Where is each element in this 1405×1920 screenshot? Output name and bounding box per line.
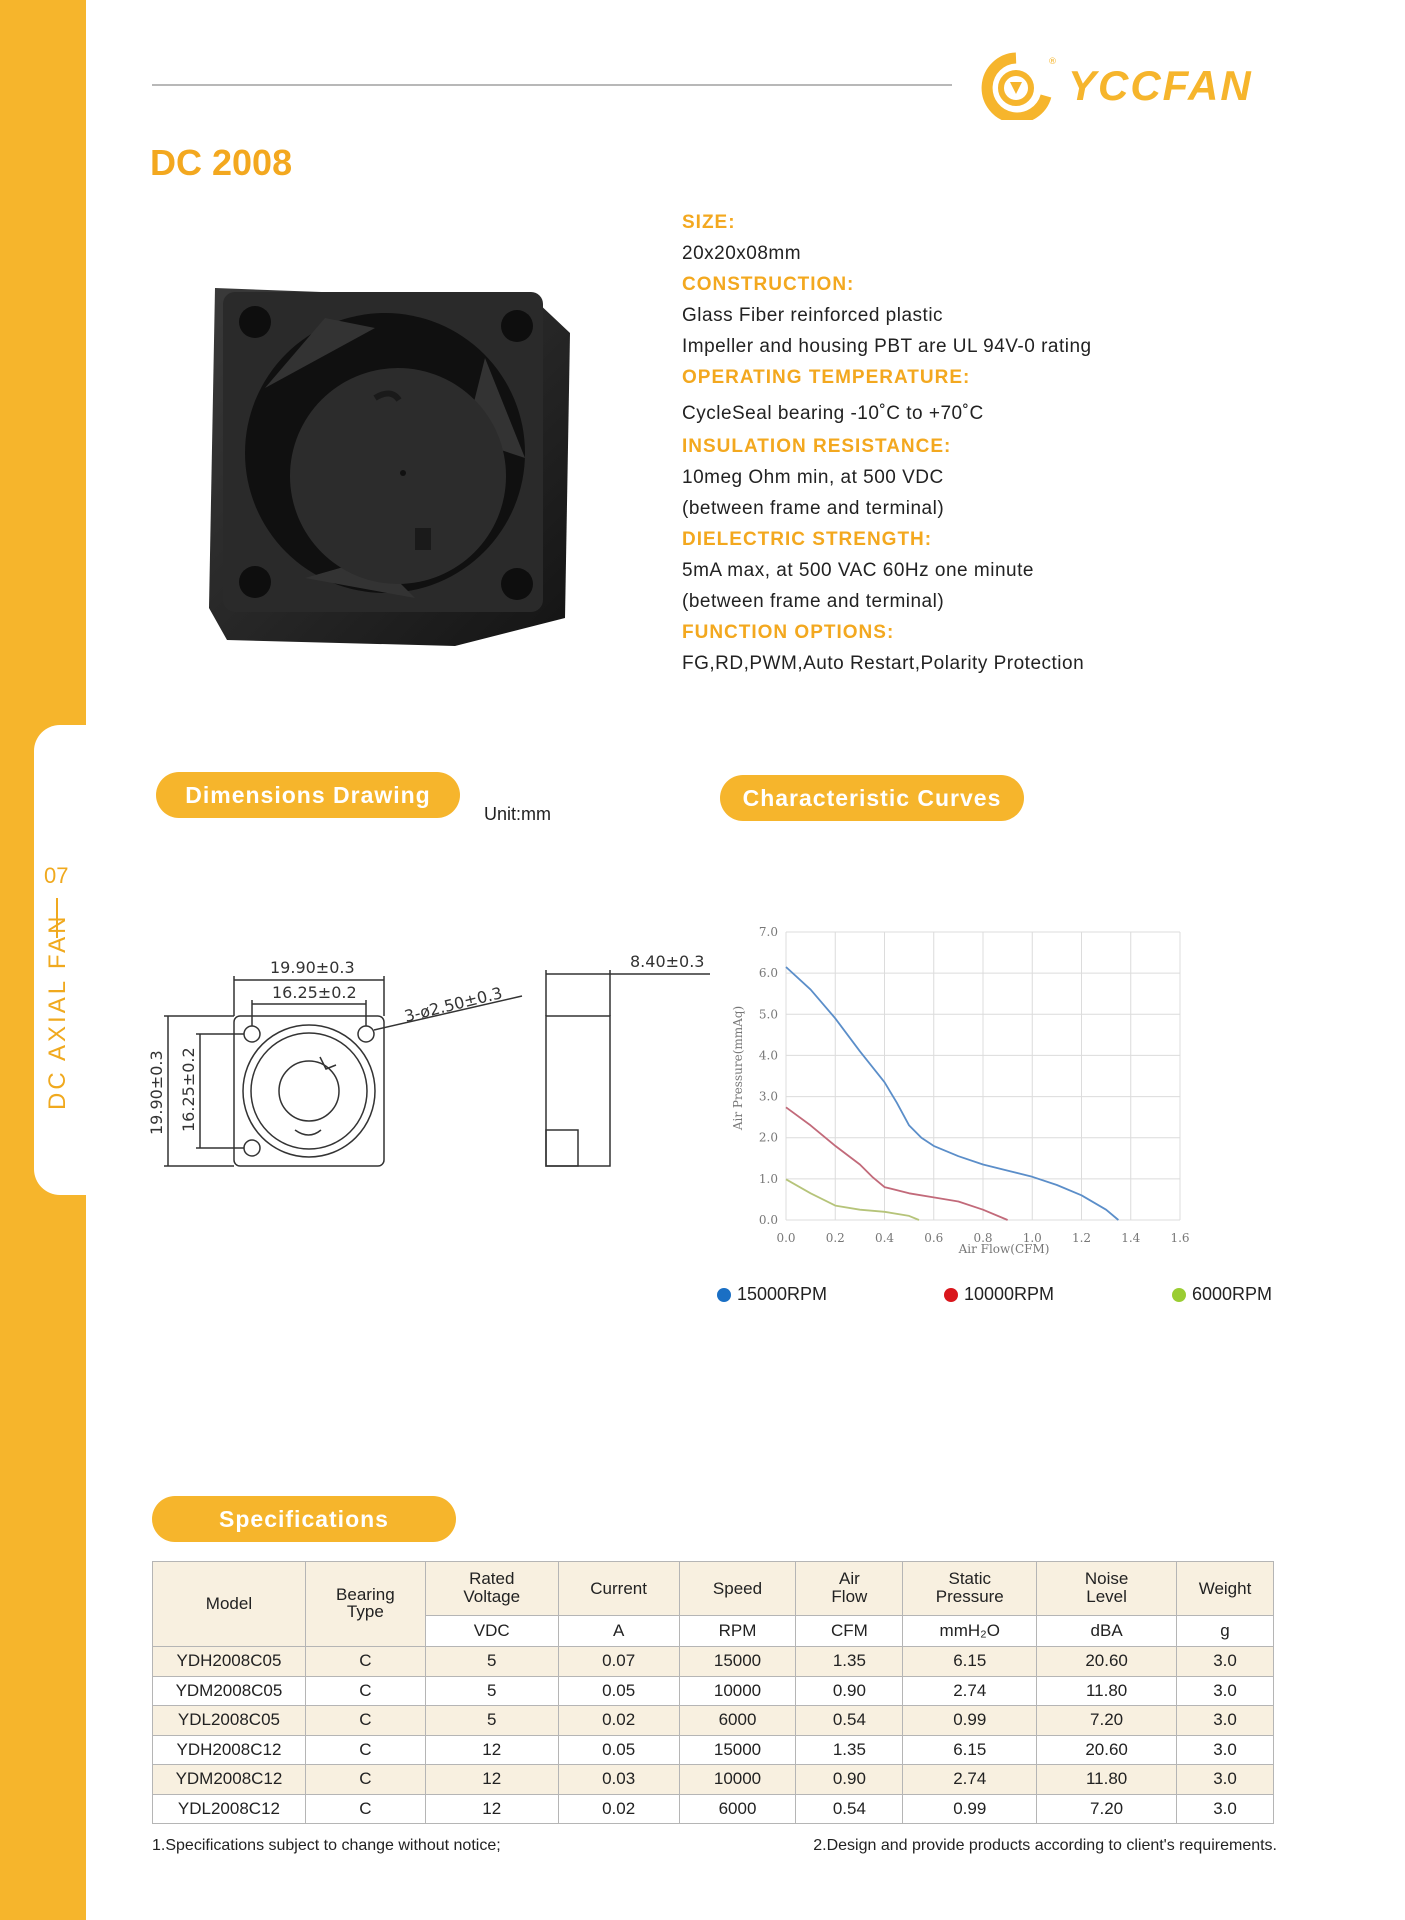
legend-label-15000rpm: 15000RPM xyxy=(737,1284,828,1304)
spec-heading-dielectric: DIELECTRIC STRENGTH: xyxy=(682,529,933,550)
spec-value-temperature: CycleSeal bearing -10˚C to +70˚C xyxy=(682,403,984,424)
series-line-10000rpm xyxy=(786,1107,1008,1220)
table-row xyxy=(153,1676,1274,1706)
series-line-15000rpm xyxy=(786,967,1118,1220)
table-row xyxy=(153,1794,1274,1824)
table-cell: 6.15 xyxy=(903,1647,1037,1677)
table-cell: 0.05 xyxy=(558,1676,679,1706)
table-cell: 15000 xyxy=(679,1735,796,1765)
x-tick-label: 0.6 xyxy=(924,1231,944,1245)
table-cell: 5 xyxy=(425,1706,558,1736)
unit-label: Unit:mm xyxy=(484,804,551,824)
table-cell: 15000 xyxy=(679,1647,796,1677)
table-cell: 0.99 xyxy=(903,1706,1037,1736)
header-noise-level: Noise Level xyxy=(1037,1562,1177,1616)
table-cell: C xyxy=(305,1676,425,1706)
legend-dot-15000rpm xyxy=(717,1288,731,1302)
y-tick-label: 3.0 xyxy=(758,1089,778,1104)
table-cell: C xyxy=(305,1735,425,1765)
y-tick-label: 6.0 xyxy=(758,966,778,981)
unit-speed: RPM xyxy=(679,1616,796,1647)
spec-value-insulation-1: 10meg Ohm min, at 500 VDC xyxy=(682,467,944,488)
table-cell: 3.0 xyxy=(1177,1794,1274,1824)
table-cell: 11.80 xyxy=(1037,1676,1177,1706)
table-cell: 2.74 xyxy=(903,1676,1037,1706)
series-line-6000rpm xyxy=(786,1179,919,1220)
x-tick-label: 1.4 xyxy=(1121,1231,1141,1245)
characteristic-curves-heading: Characteristic Curves xyxy=(720,775,1024,821)
unit-static-pressure: mmH₂O xyxy=(903,1616,1037,1647)
brand-name: YCCFAN xyxy=(1068,62,1253,109)
table-cell: 2.74 xyxy=(903,1765,1037,1795)
header-static-pressure: Static Pressure xyxy=(903,1562,1037,1616)
table-cell: 20.60 xyxy=(1037,1647,1177,1677)
table-cell: 0.90 xyxy=(796,1765,903,1795)
x-tick-label: 0.8 xyxy=(973,1231,993,1245)
spec-value-dielectric-1: 5mA max, at 500 VAC 60Hz one minute xyxy=(682,560,1034,581)
section-label: DC AXIAL FAN xyxy=(44,913,71,1110)
y-tick-label: 4.0 xyxy=(758,1048,778,1063)
dim-depth: 8.40±0.3 xyxy=(630,952,705,971)
table-cell: 11.80 xyxy=(1037,1765,1177,1795)
x-tick-label: 1.2 xyxy=(1071,1231,1092,1245)
table-row xyxy=(153,1647,1274,1677)
table-cell: 6000 xyxy=(679,1794,796,1824)
table-cell: 1.35 xyxy=(796,1647,903,1677)
header-air-flow: Air Flow xyxy=(796,1562,903,1616)
y-axis-ticks xyxy=(759,925,778,1227)
table-cell: C xyxy=(305,1794,425,1824)
table-cell: 6000 xyxy=(679,1706,796,1736)
y-tick-label: 0.0 xyxy=(758,1213,778,1227)
y-tick-label: 1.0 xyxy=(758,1171,778,1186)
table-cell: 12 xyxy=(425,1765,558,1795)
spec-value-construction-2: Impeller and housing PBT are UL 94V-0 rating xyxy=(682,336,1092,357)
table-cell: 20.60 xyxy=(1037,1735,1177,1765)
x-tick-label: 0.2 xyxy=(825,1231,845,1245)
table-cell: 6.15 xyxy=(903,1735,1037,1765)
table-cell: C xyxy=(305,1706,425,1736)
table-cell: 0.99 xyxy=(903,1794,1037,1824)
spec-value-functions: FG,RD,PWM,Auto Restart,Polarity Protection xyxy=(682,653,1085,674)
unit-current: A xyxy=(558,1616,679,1647)
page-title: DC 2008 xyxy=(150,142,293,183)
table-row xyxy=(153,1765,1274,1795)
dim-height-inner: 16.25±0.2 xyxy=(179,1047,198,1132)
table-cell: YDL2008C05 xyxy=(153,1706,306,1736)
table-cell: 3.0 xyxy=(1177,1676,1274,1706)
table-cell: 7.20 xyxy=(1037,1794,1177,1824)
legend-label-10000rpm: 10000RPM xyxy=(964,1284,1055,1304)
table-row xyxy=(153,1706,1274,1736)
unit-noise-level: dBA xyxy=(1037,1616,1177,1647)
table-cell: 5 xyxy=(425,1647,558,1677)
x-axis-label: Air Flow(CFM) xyxy=(958,1242,1050,1256)
y-tick-label: 7.0 xyxy=(758,925,778,939)
table-cell: 12 xyxy=(425,1794,558,1824)
spec-value-dielectric-2: (between frame and terminal) xyxy=(682,591,945,612)
legend-dot-10000rpm xyxy=(944,1288,958,1302)
specifications-table xyxy=(152,1561,1274,1824)
dim-width-outer: 19.90±0.3 xyxy=(270,958,355,977)
table-cell: YDM2008C05 xyxy=(153,1676,306,1706)
spec-heading-insulation: INSULATION RESISTANCE: xyxy=(682,436,952,457)
table-cell: YDH2008C05 xyxy=(153,1647,306,1677)
specifications-table-body xyxy=(153,1647,1274,1824)
spec-value-insulation-2: (between frame and terminal) xyxy=(682,498,945,519)
table-cell: YDM2008C12 xyxy=(153,1765,306,1795)
header-model: Model xyxy=(153,1562,306,1647)
brand-logo-icon xyxy=(974,52,1058,120)
unit-weight: g xyxy=(1177,1616,1274,1647)
legend-item-6000rpm xyxy=(1172,1284,1272,1305)
chart-series-lines xyxy=(786,967,1118,1220)
y-tick-label: 2.0 xyxy=(758,1130,778,1145)
header-speed: Speed xyxy=(679,1562,796,1616)
unit-voltage: VDC xyxy=(425,1616,558,1647)
y-axis-label: Air Pressure(mmAq) xyxy=(731,1005,745,1131)
legend-item-15000rpm xyxy=(717,1284,827,1305)
table-cell: 0.02 xyxy=(558,1706,679,1736)
table-cell: 0.90 xyxy=(796,1676,903,1706)
legend-item-10000rpm xyxy=(944,1284,1054,1305)
table-cell: 0.54 xyxy=(796,1794,903,1824)
dimensions-drawing-heading: Dimensions Drawing xyxy=(156,772,460,818)
chart-grid xyxy=(786,932,1180,1220)
table-row xyxy=(153,1735,1274,1765)
spec-heading-size: SIZE: xyxy=(682,212,736,233)
dim-width-inner: 16.25±0.2 xyxy=(272,983,357,1002)
table-cell: 3.0 xyxy=(1177,1647,1274,1677)
table-cell: YDL2008C12 xyxy=(153,1794,306,1824)
footnote-right: 2.Design and provide products according to client's requirements. xyxy=(813,1837,1277,1854)
page-number: 07 xyxy=(44,863,69,888)
legend-dot-6000rpm xyxy=(1172,1288,1186,1302)
unit-air-flow: CFM xyxy=(796,1616,903,1647)
table-cell: C xyxy=(305,1765,425,1795)
table-cell: 12 xyxy=(425,1735,558,1765)
table-cell: 3.0 xyxy=(1177,1706,1274,1736)
header-rule xyxy=(152,84,952,86)
characteristic-curves-chart xyxy=(720,916,1280,1266)
table-cell: 7.20 xyxy=(1037,1706,1177,1736)
spec-heading-construction: CONSTRUCTION: xyxy=(682,274,855,295)
table-cell: 0.54 xyxy=(796,1706,903,1736)
header-rated-voltage: Rated Voltage xyxy=(425,1562,558,1616)
x-tick-label: 1.6 xyxy=(1170,1231,1190,1245)
table-cell: 10000 xyxy=(679,1765,796,1795)
spec-value-construction-1: Glass Fiber reinforced plastic xyxy=(682,305,944,326)
table-cell: 3.0 xyxy=(1177,1765,1274,1795)
table-cell: 0.03 xyxy=(558,1765,679,1795)
fan-product-photo xyxy=(205,278,575,658)
table-cell: 3.0 xyxy=(1177,1735,1274,1765)
x-tick-label: 0.0 xyxy=(776,1231,796,1245)
x-tick-label: 1.0 xyxy=(1022,1231,1042,1245)
table-cell: 0.05 xyxy=(558,1735,679,1765)
dim-height-outer: 19.90±0.3 xyxy=(147,1050,166,1135)
table-cell: 5 xyxy=(425,1676,558,1706)
header-weight: Weight xyxy=(1177,1562,1274,1616)
table-cell: 10000 xyxy=(679,1676,796,1706)
table-cell: 0.02 xyxy=(558,1794,679,1824)
y-tick-label: 5.0 xyxy=(758,1007,778,1022)
table-cell: 1.35 xyxy=(796,1735,903,1765)
legend-label-6000rpm: 6000RPM xyxy=(1192,1284,1273,1304)
spec-heading-temperature: OPERATING TEMPERATURE: xyxy=(682,367,971,388)
specifications-heading: Specifications xyxy=(152,1496,456,1542)
dimensions-drawing xyxy=(140,930,740,1180)
table-cell: YDH2008C12 xyxy=(153,1735,306,1765)
header-bearing-type: Bearing Type xyxy=(305,1562,425,1647)
header-current: Current xyxy=(558,1562,679,1616)
dim-holes: 3-ø2.50±0.3 xyxy=(402,983,505,1026)
spec-value-size: 20x20x08mm xyxy=(682,243,802,264)
x-tick-label: 0.4 xyxy=(874,1231,895,1245)
table-cell: C xyxy=(305,1647,425,1677)
table-cell: 0.07 xyxy=(558,1647,679,1677)
svg-text:®: ® xyxy=(1048,57,1057,67)
spec-heading-functions: FUNCTION OPTIONS: xyxy=(682,622,895,643)
footnote-left: 1.Specifications subject to change without notice; xyxy=(152,1837,501,1854)
